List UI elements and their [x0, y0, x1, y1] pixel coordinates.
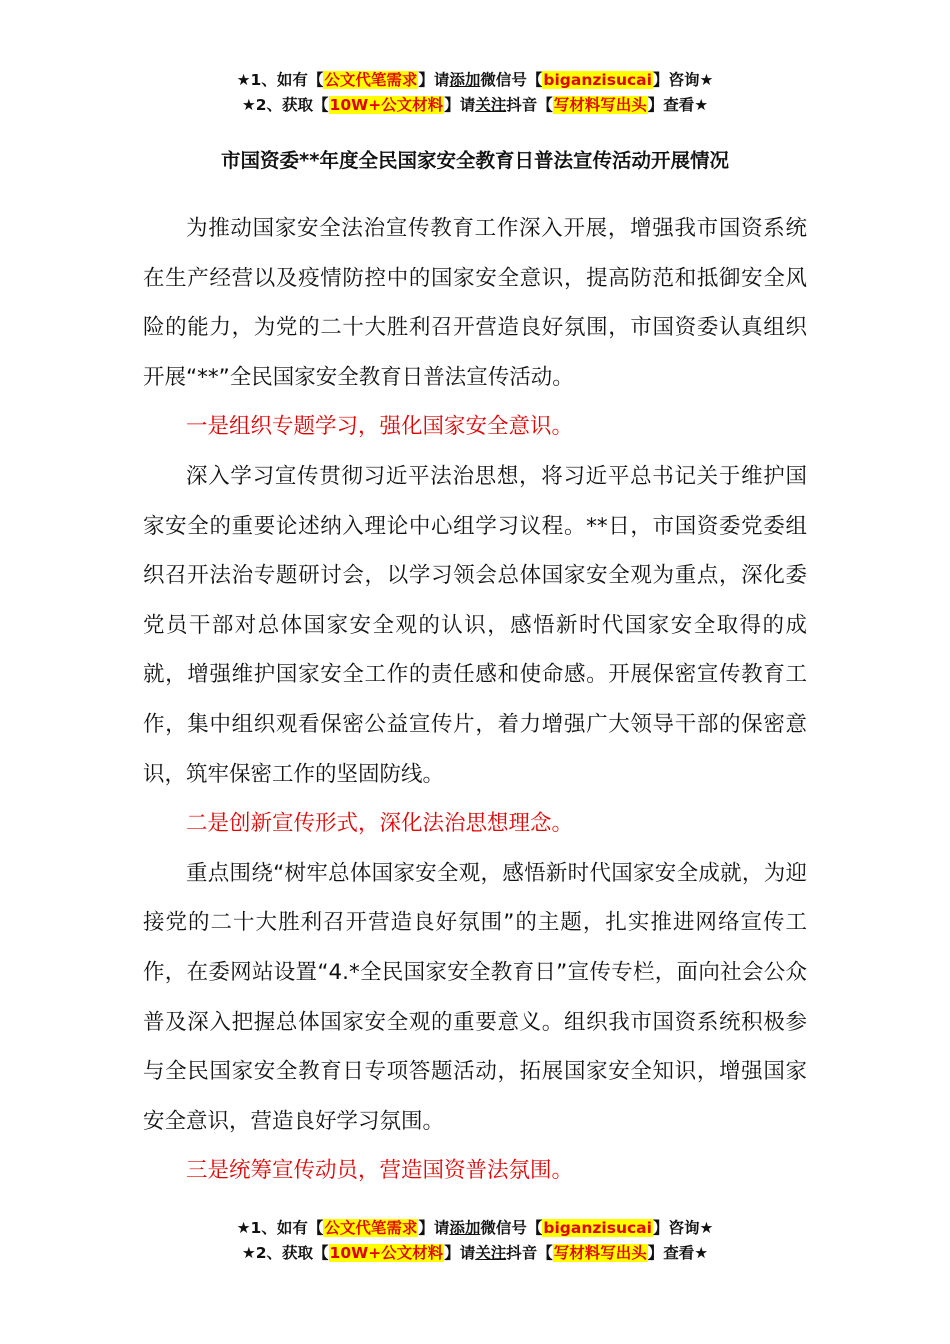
- section-paragraph-2: 重点围绕“树牢总体国家安全观，感悟新时代国家安全成就，为迎接党的二十大胜利召开营造良好氛围”的主题，扎实推进网络宣传工作，在委网站设置“4.*全民国家安全教育日”宣传专栏，面向社会公众普及深入把握总体国家安全观的重要意义。组织我市国资系统积极参与全民国家安全教育日专项答题活动，拓展国家安全知识，增强国家安全意识，营造良好学习氛围。: [143, 860, 807, 1134]
- promo-banner-top: [0, 68, 950, 118]
- douyin-id: 写材料写出头: [553, 96, 647, 114]
- emphasis-add: 添加: [449, 71, 481, 89]
- emphasis-follow: 关注: [475, 96, 507, 114]
- intro-paragraph: 为推动国家安全法治宣传教育工作深入开展，增强我市国资系统在生产经营以及疫情防控中的国家安全意识，提高防范和抵御安全风险的能力，为党的二十大胜利召开营造良好氛围，市国资委认真组织开展“**”全民国家安全教育日普法宣传活动。: [143, 216, 807, 390]
- promo-line-1: ★1、如有【公文代笔需求】请添加微信号【biganzisucai】咨询★: [236, 71, 714, 89]
- promo-line-2: ★2、获取【10W+公文材料】请关注抖音【写材料写出头】查看★: [241, 1244, 709, 1262]
- section-heading-2: 二是创新宣传形式，深化法治思想理念。: [186, 811, 574, 837]
- promo-line-2: ★2、获取【10W+公文材料】请关注抖音【写材料写出头】查看★: [241, 96, 709, 114]
- highlight-materials: 10W+公文材料: [329, 96, 444, 114]
- emphasis-add: 添加: [449, 1219, 481, 1237]
- wechat-id: biganzisucai: [543, 1219, 652, 1237]
- highlight-materials: 10W+公文材料: [329, 1244, 444, 1262]
- highlight-service: 公文代笔需求: [324, 71, 418, 89]
- section-heading-1: 一是组织专题学习，强化国家安全意识。: [186, 414, 574, 440]
- wechat-id: biganzisucai: [543, 71, 652, 89]
- douyin-id: 写材料写出头: [553, 1244, 647, 1262]
- section-heading-3: 三是统筹宣传动员，营造国资普法氛围。: [186, 1158, 574, 1184]
- document-body: [143, 204, 807, 1196]
- section-paragraph-1: 深入学习宣传贯彻习近平法治思想，将习近平总书记关于维护国家安全的重要论述纳入理论中心组学习议程。**日，市国资委党委组织召开法治专题研讨会，以学习领会总体国家安全观为重点，深化委党员干部对总体国家安全观的认识，感悟新时代国家安全取得的成就，增强维护国家安全工作的责任感和使命感。开展保密宣传教育工作，集中组织观看保密公益宣传片，着力增强广大领导干部的保密意识，筑牢保密工作的坚固防线。: [143, 463, 807, 787]
- promo-banner-bottom: [0, 1216, 950, 1266]
- document-title: 市国资委**年度全民国家安全教育日普法宣传活动开展情况: [221, 149, 729, 172]
- promo-line-1: ★1、如有【公文代笔需求】请添加微信号【biganzisucai】咨询★: [236, 1219, 714, 1237]
- emphasis-follow: 关注: [475, 1244, 507, 1262]
- highlight-service: 公文代笔需求: [324, 1219, 418, 1237]
